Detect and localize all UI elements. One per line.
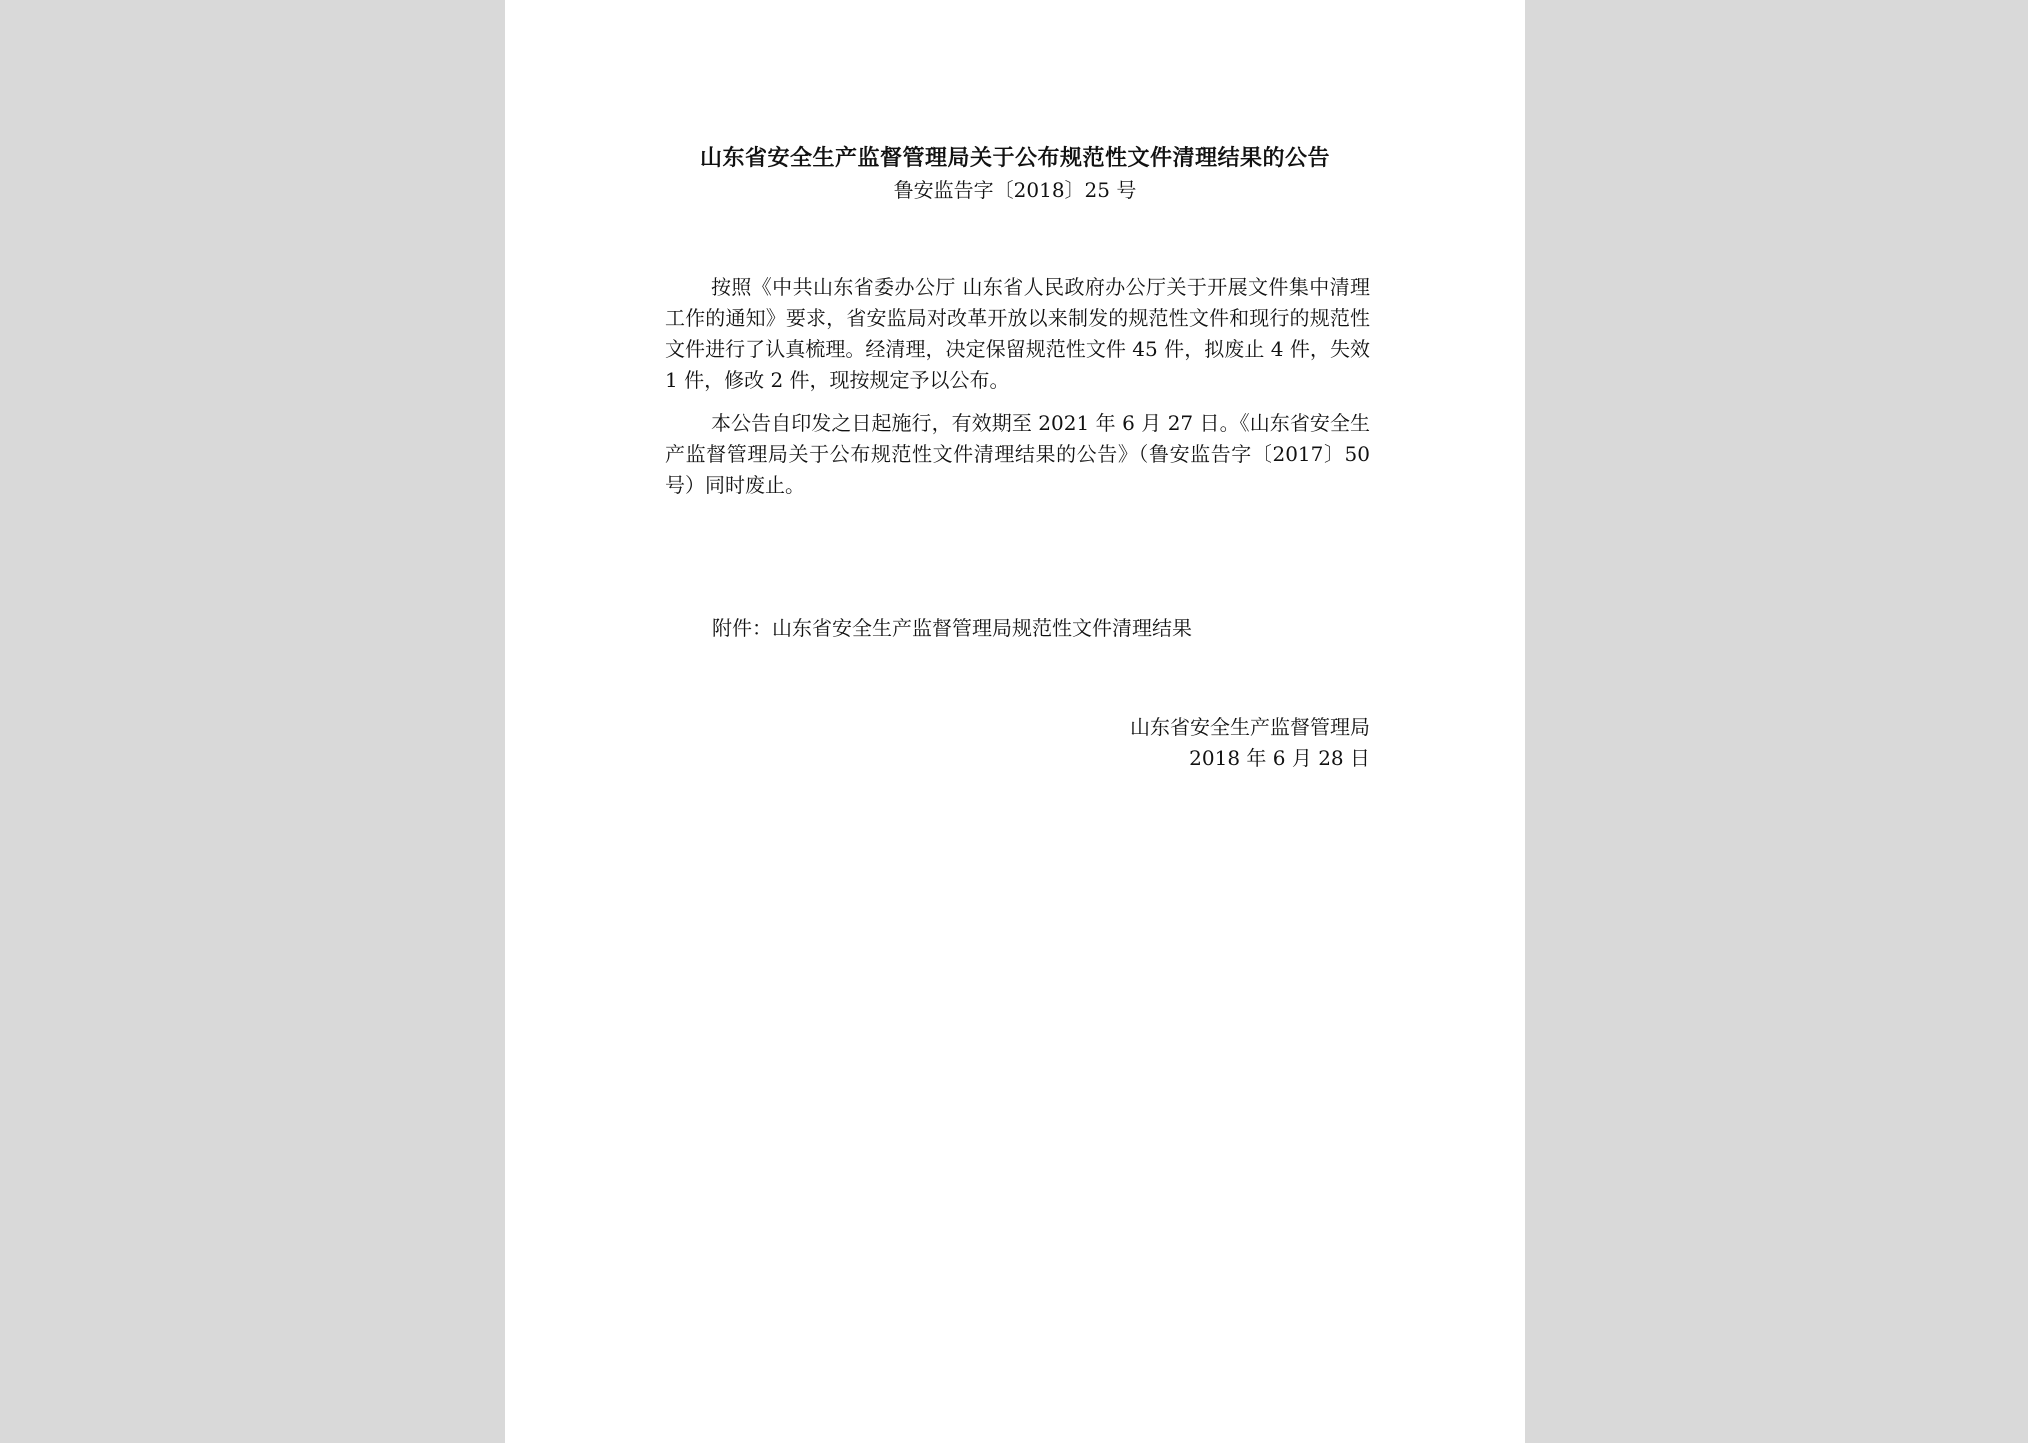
body-paragraph-2: 本公告自印发之日起施行，有效期至 2021 年 6 月 27 日。《山东省安全生产监督管理局关于公布规范性文件清理结果的公告》（鲁安监告字〔2017〕50 号）同时废止。 — [665, 411, 1370, 497]
signature-organization: 山东省安全生产监督管理局 — [1130, 715, 1370, 739]
signature-block — [1065, 712, 1370, 774]
attachment-note: 附件：山东省安全生产监督管理局规范性文件清理结果 — [712, 616, 1192, 640]
signature-date: 2018 年 6 月 28 日 — [1189, 746, 1370, 770]
document-page — [505, 0, 1525, 1443]
body-paragraph-1: 按照《中共山东省委办公厅 山东省人民政府办公厅关于开展文件集中清理工作的通知》要求，省安监局对改革开放以来制发的规范性文件和现行的规范性文件进行了认真梳理。经清理，决定保留规范性文件 45 件，拟废止 4 件，失效 1 件，修改 2 件，现按规定予以公布。 — [665, 275, 1370, 392]
document-body — [665, 272, 1370, 513]
document-title: 山东省安全生产监督管理局关于公布规范性文件清理结果的公告 — [699, 145, 1330, 171]
document-number: 鲁安监告字〔2018〕25 号 — [893, 178, 1137, 202]
